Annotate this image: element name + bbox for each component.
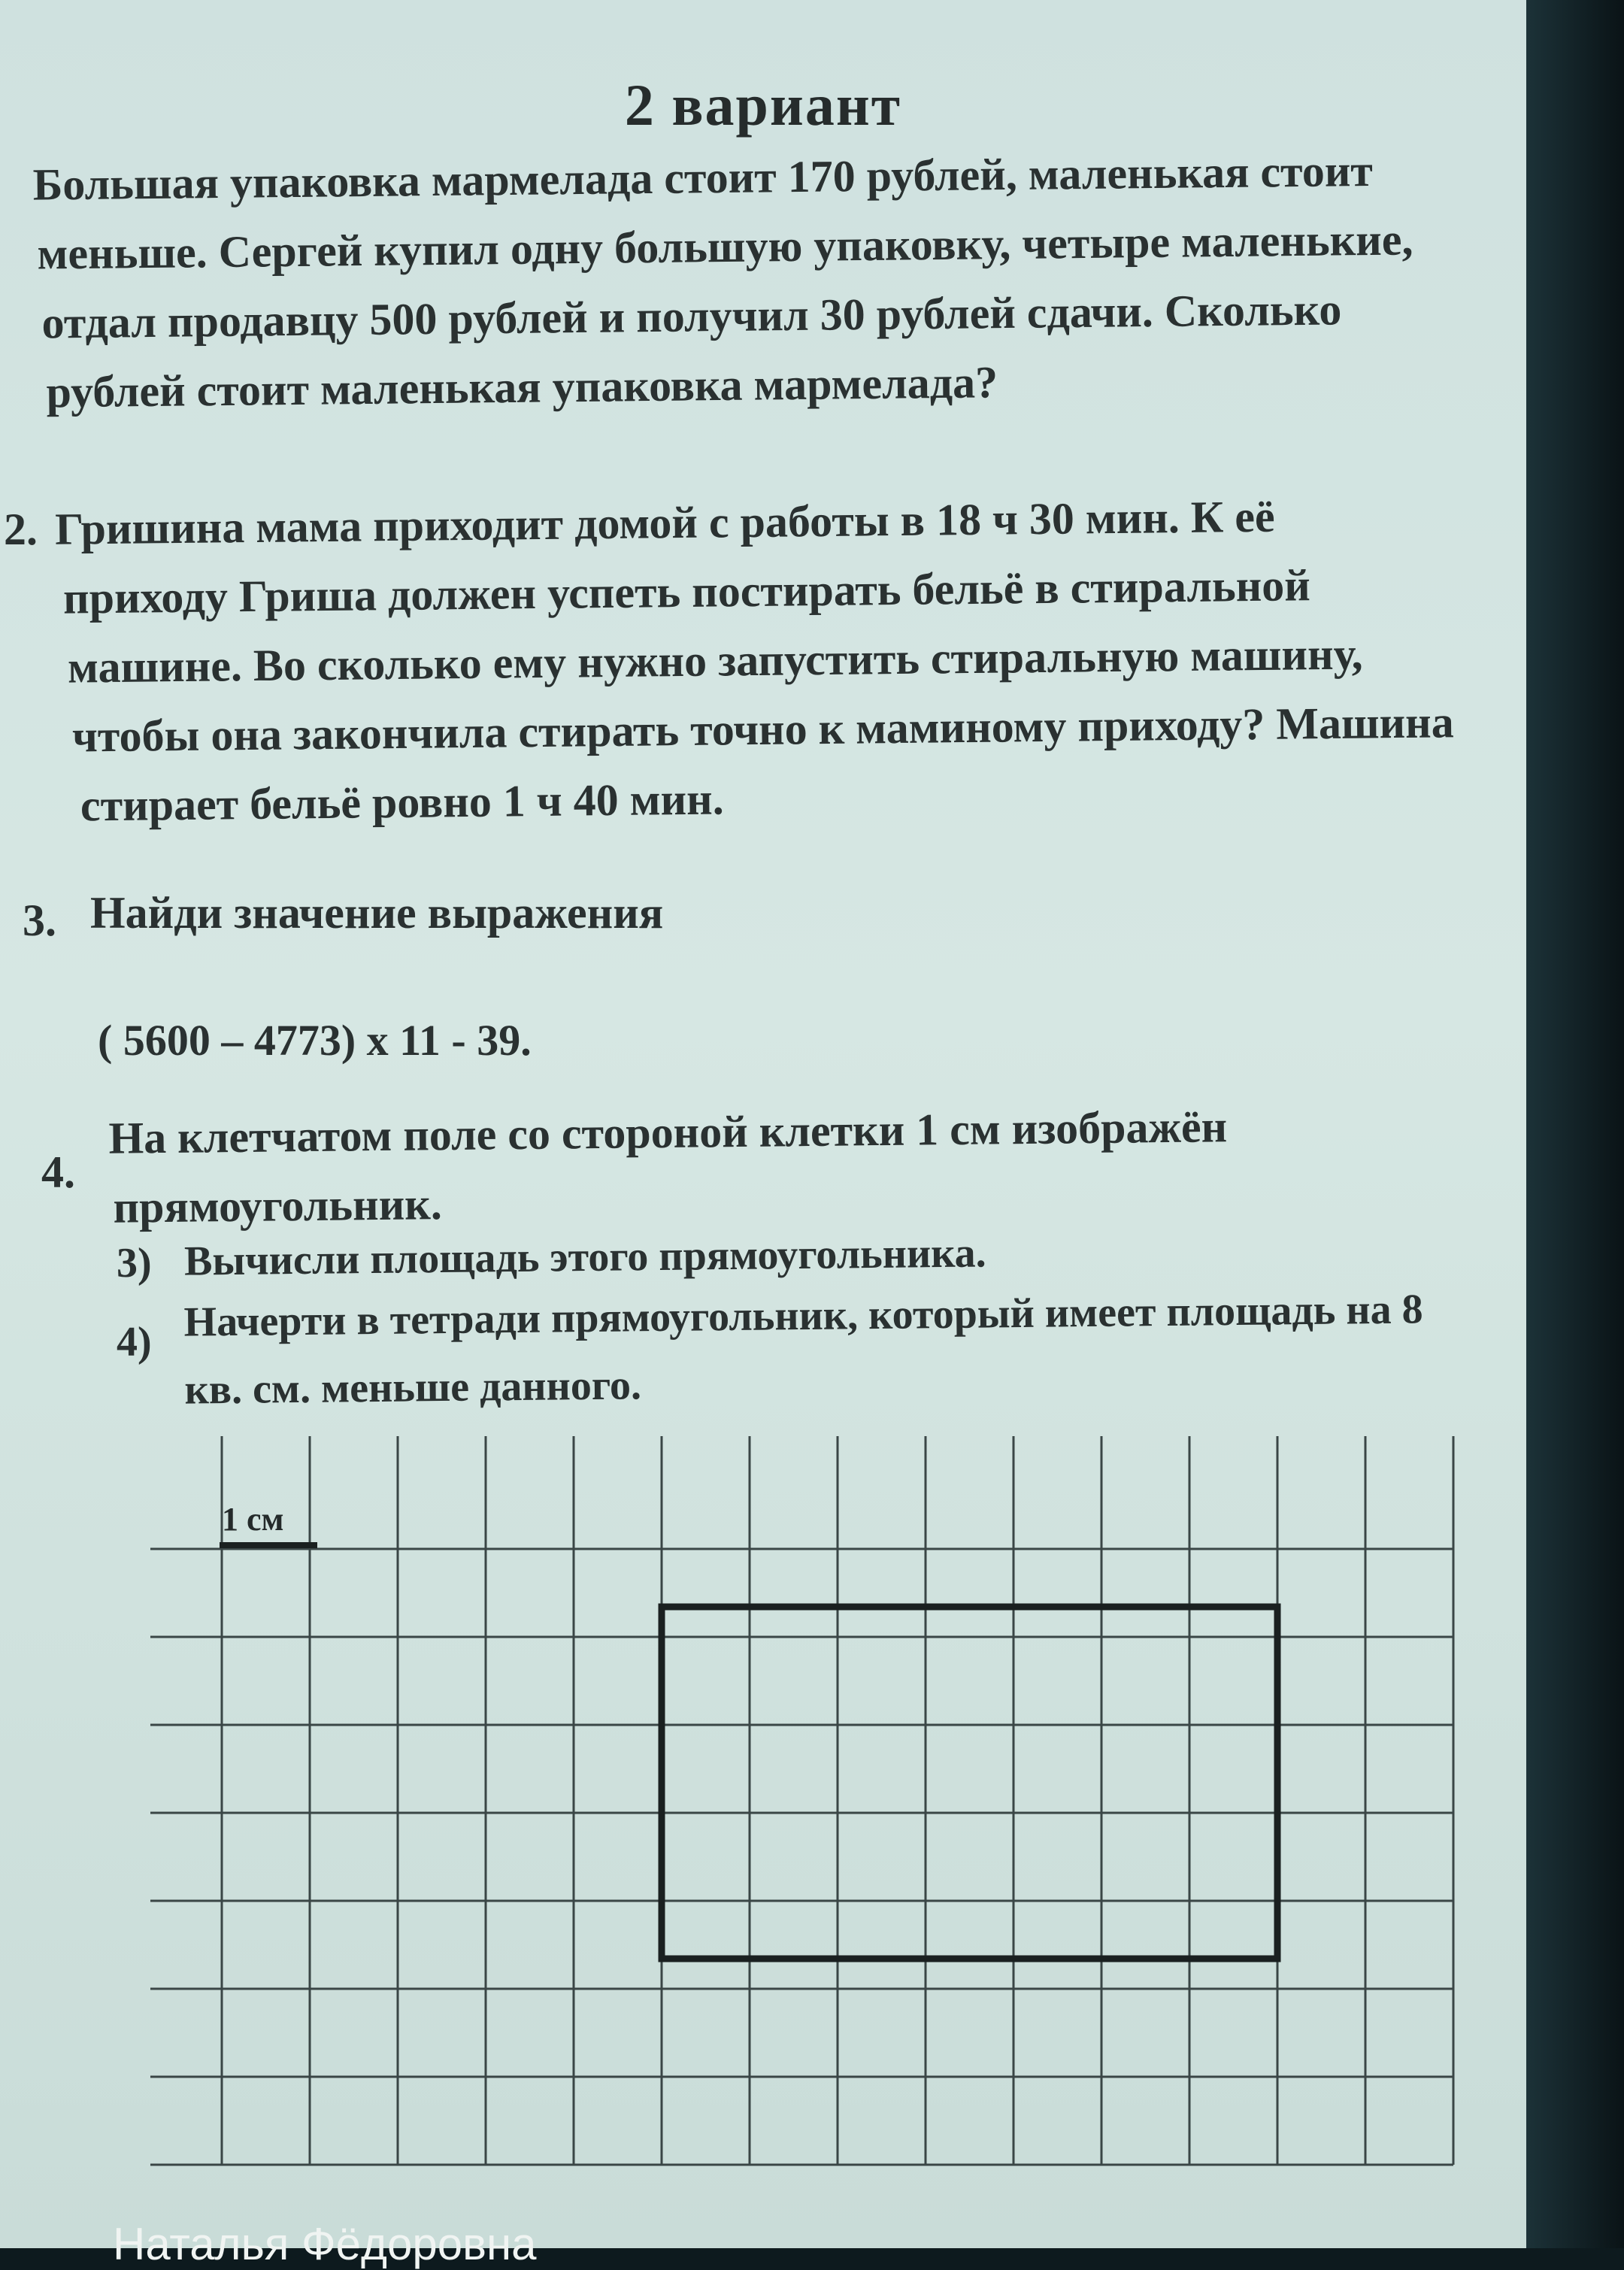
task-4-sub-4-number: 4) — [117, 1319, 152, 1365]
task-2-number: 2. — [4, 505, 38, 554]
grid-svg — [150, 1414, 1526, 2173]
task-4-sub-3-text: Вычисли площадь этого прямоугольника. — [183, 1229, 986, 1285]
task-4-sub-4-line: Начерти в тетради прямоугольник, который имеет площадь на 8 — [183, 1286, 1423, 1346]
task-4-sub-3-number: 3) — [117, 1240, 152, 1287]
task-4-line: прямоугольник. — [113, 1179, 443, 1232]
task-4-sub-4-text — [183, 1275, 1424, 1423]
task-1-line: отдал продавцу 500 рублей и получил 30 рублей сдачи. Сколько — [41, 284, 1342, 348]
dark-background — [1526, 0, 1624, 2248]
task-3-expression: ( 5600 – 4773) х 11 - 39. — [98, 1016, 532, 1065]
task-2-line: стирает бельё ровно 1 ч 40 мин. — [80, 774, 724, 831]
scale-label: 1 см — [222, 1501, 284, 1538]
variant-heading: 2 вариант — [624, 72, 902, 138]
drawn-rectangle — [662, 1607, 1277, 1959]
task-2-line: приходу Гриша должен успеть постирать бельё в стиральной — [62, 560, 1311, 623]
grid-field — [150, 1414, 1526, 2173]
task-2-line: машине. Во сколько ему нужно запустить стиральную машину, — [67, 629, 1363, 693]
task-1-line: Большая упаковка мармелада стоит 170 рублей, маленькая стоит — [32, 145, 1374, 210]
task-3-number: 3. — [23, 896, 56, 945]
footer-author: Наталья Фёдоровна — [113, 2219, 537, 2269]
task-2-line: Гришина мама приходит домой с работы в 18 ч 30 мин. К её — [54, 491, 1275, 554]
task-3-text: Найди значение выражения — [90, 888, 664, 938]
grid-lines — [150, 1436, 1453, 2165]
task-1-text — [32, 135, 1415, 426]
task-2-text — [55, 480, 1455, 840]
task-4-number: 4. — [41, 1147, 75, 1197]
task-4-line: На клетчатом поле со стороной клетки 1 см изображён — [108, 1102, 1228, 1163]
task-2-line: чтобы она закончила стирать точно к маминому приходу? Машина — [71, 697, 1454, 762]
task-1-line: меньше. Сергей купил одну большую упаковку, четыре маленькие, — [37, 214, 1413, 279]
task-1-line: рублей стоит маленькая упаковка мармелада? — [46, 357, 998, 417]
task-4-sub-4-line: кв. см. меньше данного. — [184, 1362, 642, 1414]
task-4-text — [108, 1092, 1228, 1242]
